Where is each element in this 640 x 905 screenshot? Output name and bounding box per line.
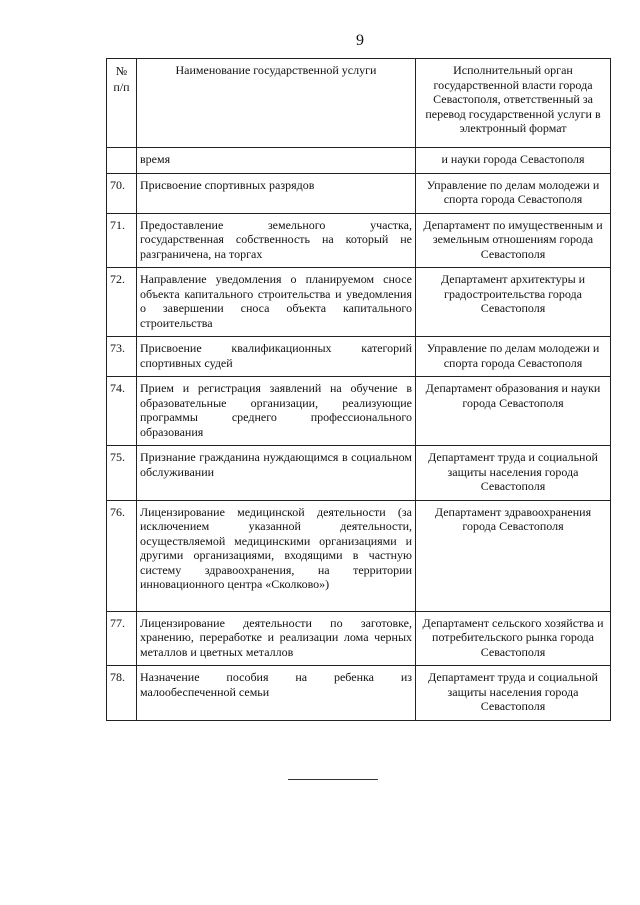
row-organ: Департамент сельского хозяйства и потребительского рынка города Севастополя xyxy=(416,611,611,666)
row-number: 73. xyxy=(107,337,137,377)
header-organ: Исполнительный орган государственной власти города Севастополя, ответственный за перевод государственной услуги в электронный формат xyxy=(416,59,611,148)
table-row xyxy=(107,173,611,213)
row-number: 78. xyxy=(107,666,137,721)
row-organ: Департамент труда и социальной защиты населения города Севастополя xyxy=(416,446,611,501)
row-service: Прием и регистрация заявлений на обучение в образовательные организации, реализующие программы среднего профессионального образования xyxy=(137,377,416,446)
row-service: Направление уведомления о планируемом сносе объекта капитального строительства и уведомления о завершении сноса объекта капитального строительства xyxy=(137,268,416,337)
row-number: 76. xyxy=(107,500,137,611)
row-number xyxy=(107,148,137,174)
row-service: Лицензирование медицинской деятельности (за исключением указанной деятельности, осуществляемой медицинскими организациями и другими организациями, входящими в частную систему здравоохранения, на территории инновационного центра «Сколково») xyxy=(137,500,416,611)
services-table xyxy=(106,58,611,721)
table-row xyxy=(107,377,611,446)
row-organ: Департамент по имущественным и земельным отношениям города Севастополя xyxy=(416,213,611,268)
row-organ: Департамент труда и социальной защиты населения города Севастополя xyxy=(416,666,611,721)
page-number: 9 xyxy=(356,32,364,49)
table-row xyxy=(107,500,611,611)
row-number: 75. xyxy=(107,446,137,501)
row-service: время xyxy=(137,148,416,174)
row-organ: Департамент образования и науки города Севастополя xyxy=(416,377,611,446)
row-organ: и науки города Севастополя xyxy=(416,148,611,174)
row-organ: Департамент здравоохранения города Севастополя xyxy=(416,500,611,611)
table-header-row xyxy=(107,59,611,148)
table-row xyxy=(107,337,611,377)
header-service: Наименование государственной услуги xyxy=(137,59,416,148)
table-row xyxy=(107,666,611,721)
row-organ: Управление по делам молодежи и спорта города Севастополя xyxy=(416,173,611,213)
table-row xyxy=(107,268,611,337)
row-service: Предоставление земельного участка, государственная собственность на который не разграничена, на торгах xyxy=(137,213,416,268)
row-number: 77. xyxy=(107,611,137,666)
table-row xyxy=(107,611,611,666)
table-row xyxy=(107,213,611,268)
table-row xyxy=(107,446,611,501)
row-number: 72. xyxy=(107,268,137,337)
end-of-document-rule xyxy=(288,779,378,780)
table-row xyxy=(107,148,611,174)
row-service: Признание гражданина нуждающимся в социальном обслуживании xyxy=(137,446,416,501)
row-service: Назначение пособия на ребенка из малообеспеченной семьи xyxy=(137,666,416,721)
row-organ: Управление по делам молодежи и спорта города Севастополя xyxy=(416,337,611,377)
header-number: № п/п xyxy=(107,59,137,148)
row-service: Лицензирование деятельности по заготовке, хранению, переработке и реализации лома черных металлов и цветных металлов xyxy=(137,611,416,666)
row-service: Присвоение квалификационных категорий спортивных судей xyxy=(137,337,416,377)
row-service: Присвоение спортивных разрядов xyxy=(137,173,416,213)
row-number: 70. xyxy=(107,173,137,213)
row-organ: Департамент архитектуры и градостроительства города Севастополя xyxy=(416,268,611,337)
row-number: 71. xyxy=(107,213,137,268)
row-number: 74. xyxy=(107,377,137,446)
